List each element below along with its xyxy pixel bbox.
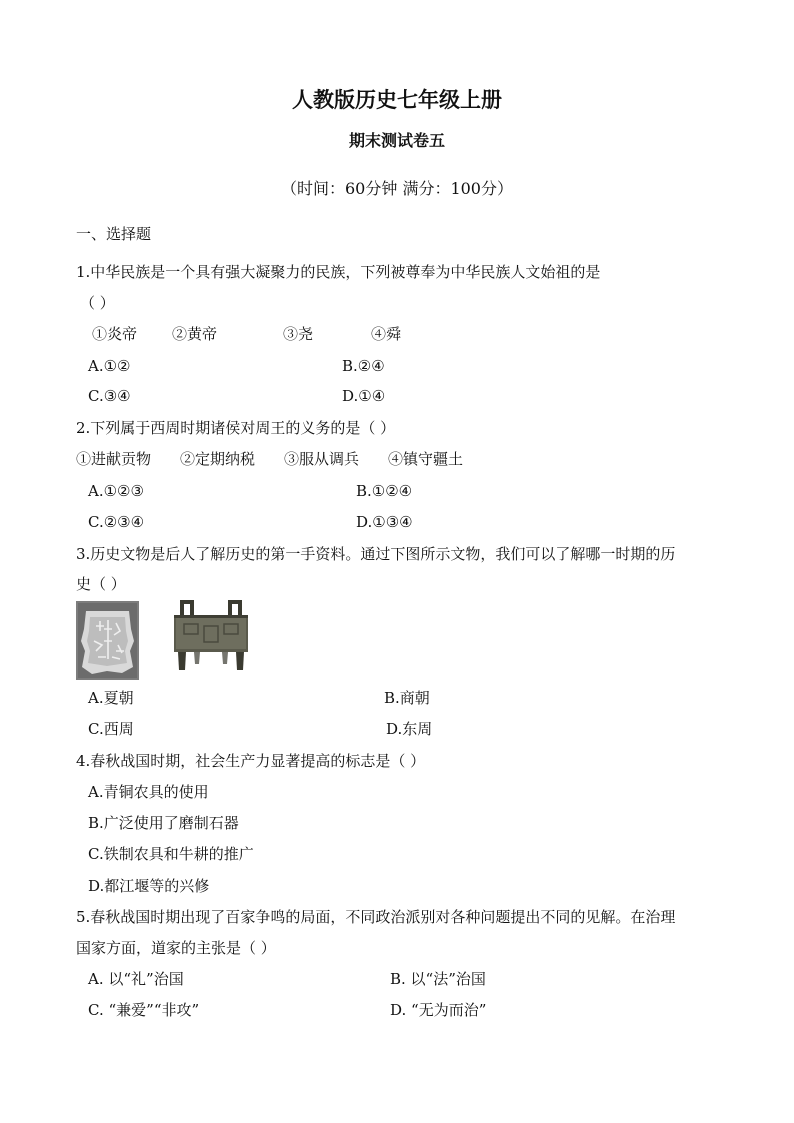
q1-item-2: ②黄帝 [172,325,218,343]
q1-option-c[interactable]: C.③④ [88,387,131,405]
q3-stem-line2: 史（ ） [76,575,126,593]
q2-item-2: ②定期纳税 [180,450,256,468]
q4-option-b[interactable]: B.广泛使用了磨制石器 [88,814,239,832]
q1-item-1: ①炎帝 [92,325,138,343]
page-subtitle: 期末测试卷五 [348,131,445,150]
q5-option-b[interactable]: B. 以“法”治国 [390,970,486,988]
q1-item-3: ③尧 [283,325,314,343]
q1-option-b[interactable]: B.②④ [342,357,385,375]
bronze-ding-vessel-image [168,598,254,674]
q3-option-a[interactable]: A.夏朝 [88,689,134,707]
q1-option-a[interactable]: A.①② [88,357,131,375]
q5-stem-line2: 国家方面，道家的主张是（ ） [76,939,276,957]
exam-info: （时间：60分钟 满分：100分） [281,179,513,198]
q2-item-3: ③服从调兵 [284,450,360,468]
q3-option-b[interactable]: B.商朝 [384,689,430,707]
q2-option-b[interactable]: B.①②④ [356,482,413,500]
q1-stem-line1: 1.中华民族是一个具有强大凝聚力的民族，下列被尊奉为中华民族人文始祖的是 [76,263,601,281]
q2-option-c[interactable]: C.②③④ [88,513,145,531]
bronze-inscription-rubbing-image [76,601,139,680]
q3-stem-line1: 3.历史文物是后人了解历史的第一手资料。通过下图所示文物，我们可以了解哪一时期的历 [76,545,676,563]
q1-item-4: ④舜 [371,325,402,343]
q2-item-1: ①进献贡物 [76,450,152,468]
section-label: 一、选择题 [76,225,152,243]
q1-option-d[interactable]: D.①④ [342,387,386,405]
q4-option-a[interactable]: A.青铜农具的使用 [88,783,209,801]
q4-option-d[interactable]: D.都江堰等的兴修 [88,877,210,895]
q4-option-c[interactable]: C.铁制农具和牛耕的推广 [88,845,254,863]
q3-option-d[interactable]: D.东周 [386,720,433,738]
q4-stem: 4.春秋战国时期，社会生产力显著提高的标志是（ ） [76,752,426,770]
q5-option-d[interactable]: D. “无为而治” [390,1001,487,1019]
q5-stem-line1: 5.春秋战国时期出现了百家争鸣的局面，不同政治派别对各种问题提出不同的见解。在治理 [76,908,676,926]
q2-option-a[interactable]: A.①②③ [88,482,144,500]
q2-stem: 2.下列属于西周时期诸侯对周王的义务的是（ ） [76,419,396,437]
q1-stem-line2: （ ） [80,294,115,312]
q5-option-a[interactable]: A. 以“礼”治国 [88,970,184,988]
q3-option-c[interactable]: C.西周 [88,720,134,738]
page-title: 人教版历史七年级上册 [292,87,502,112]
q2-option-d[interactable]: D.①③④ [356,513,413,531]
q2-item-4: ④镇守疆土 [388,450,464,468]
q5-option-c[interactable]: C. “兼爱”“非攻” [88,1001,200,1019]
